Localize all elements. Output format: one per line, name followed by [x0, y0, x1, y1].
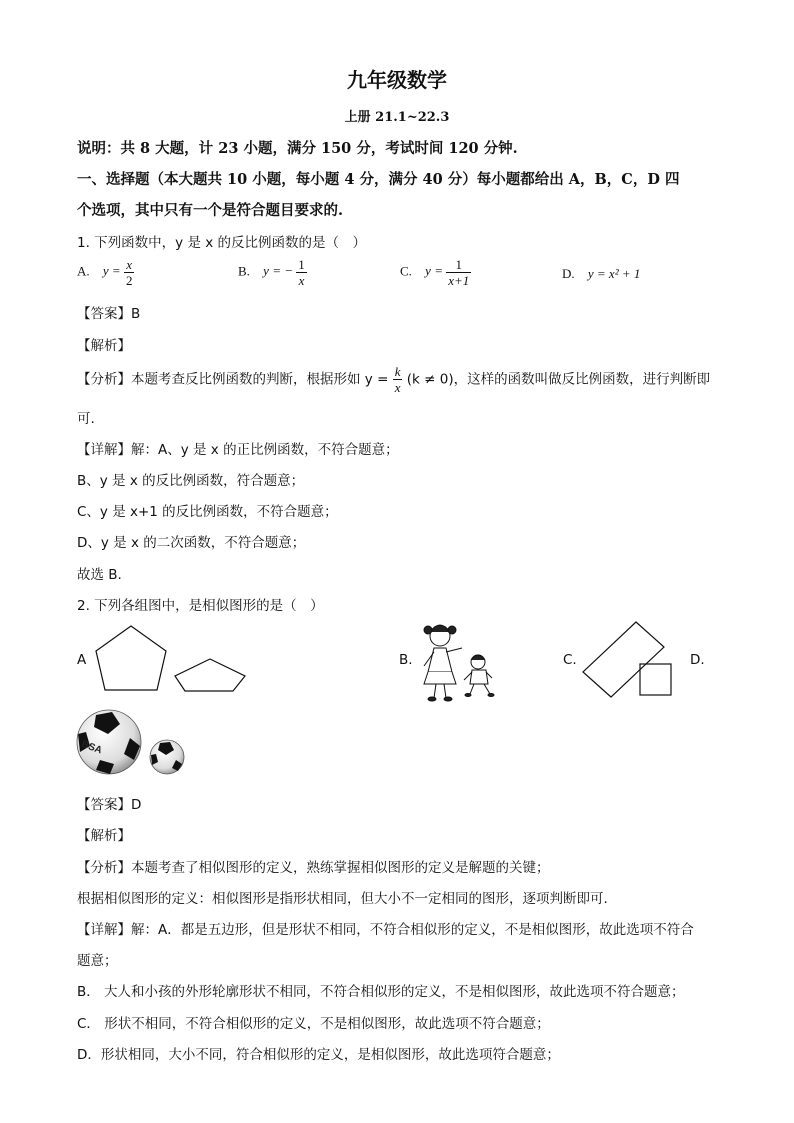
q1-answer: 【答案】B: [77, 306, 141, 322]
q1-option-c-num: 1: [446, 257, 471, 273]
q1-option-d-expr: y = x² + 1: [587, 266, 641, 281]
q1-detail-a: 【详解】解：A、y 是 x 的正比例函数，不符合题意；: [77, 442, 399, 458]
q2-answer: 【答案】D: [77, 797, 142, 813]
page-title: 九年级数学: [347, 68, 447, 92]
q1-analysis-line2: 可.: [77, 411, 95, 427]
q2-option-c-label: C.: [563, 652, 577, 668]
q2-option-d-label: D.: [690, 652, 705, 668]
q1-analysis-line1-start: 【分析】本题考查反比例函数的判断，根据形如 y =: [77, 371, 389, 388]
q2-stem: 2. 下列各组图中，是相似图形的是（ ）: [77, 598, 324, 614]
q2-detail-a-line1: 【详解】解：A．都是五边形，但是形状不相同，不符合相似形的定义，不是相似图形，故此选项不符合: [77, 922, 694, 938]
q1-option-a-num: x: [124, 257, 135, 273]
q1-detail-d: D、y 是 x 的二次函数，不符合题意；: [77, 535, 306, 551]
q1-analysis-den: x: [394, 380, 401, 395]
q1-option-b-den: x: [298, 273, 305, 288]
q1-option-c-label: C.: [400, 263, 412, 279]
q2-option-b-label: B.: [399, 652, 413, 668]
section-heading-line1: 一、选择题（本大题共 10 小题，每小题 4 分，满分 40 分）每小题都给出 A，B，C，D 四: [77, 171, 680, 188]
q1-conclusion: 故选 B.: [77, 567, 122, 583]
q1-detail-b: B、y 是 x 的反比例函数，符合题意；: [77, 473, 305, 489]
q2-option-a-label: A: [77, 652, 87, 668]
q1-option-c-lhs: y =: [425, 263, 443, 279]
q1-analysis-num: k: [394, 364, 401, 379]
exam-note: 说明：共 8 大题，计 23 小题，满分 150 分，考试时间 120 分钟.: [77, 140, 518, 157]
q1-option-d-label: D.: [562, 266, 575, 281]
q2-detail-a-line2: 题意；: [77, 953, 118, 969]
small-soccer-ball: [150, 740, 184, 774]
q2-analysis-line2: 根据相似图形的定义：相似图形是指形状相同，但大小不一定相同的图形，逐项判断即可.: [77, 891, 608, 907]
q1-option-a-den: 2: [125, 273, 133, 288]
q2-analysis-line1: 【分析】本题考查了相似图形的定义，熟练掌握相似图形的定义是解题的关键；: [77, 860, 550, 876]
large-soccer-ball: [77, 710, 141, 774]
q1-detail-c: C、y 是 x+1 的反比例函数，不符合题意；: [77, 504, 338, 520]
q1-option-a-label: A.: [77, 263, 90, 279]
q1-option-c-den: x+1: [448, 273, 470, 288]
ball-lettering: BSA: [79, 738, 104, 757]
q1-option-a-lhs: y =: [102, 263, 121, 279]
q2-analysis-heading: 【解析】: [77, 828, 131, 844]
q2-detail-c: C． 形状不相同，不符合相似形的定义，不是相似图形，故此选项不符合题意；: [77, 1016, 550, 1032]
q1-stem: 1. 下列函数中，y 是 x 的反比例函数的是（ ）: [77, 235, 367, 251]
section-heading-line2: 个选项，其中只有一个是符合题目要求的.: [77, 202, 344, 219]
q2-detail-d: D．形状相同，大小不同，符合相似形的定义，是相似图形，故此选项符合题意；: [77, 1047, 560, 1063]
q1-option-b-num: 1: [298, 257, 305, 272]
q1-option-b-lhs: y = −: [263, 263, 293, 279]
q1-option-b-label: B.: [238, 263, 250, 279]
page-subtitle: 上册 21.1~22.3: [344, 110, 450, 125]
q2-detail-b: B． 大人和小孩的外形轮廓形状不相同，不符合相似形的定义，不是相似图形，故此选项不符合题意；: [77, 984, 685, 1000]
q1-analysis-heading: 【解析】: [77, 338, 131, 354]
q1-analysis-line1-end: (k ≠ 0)，这样的函数叫做反比例函数，进行判断即: [406, 371, 711, 388]
